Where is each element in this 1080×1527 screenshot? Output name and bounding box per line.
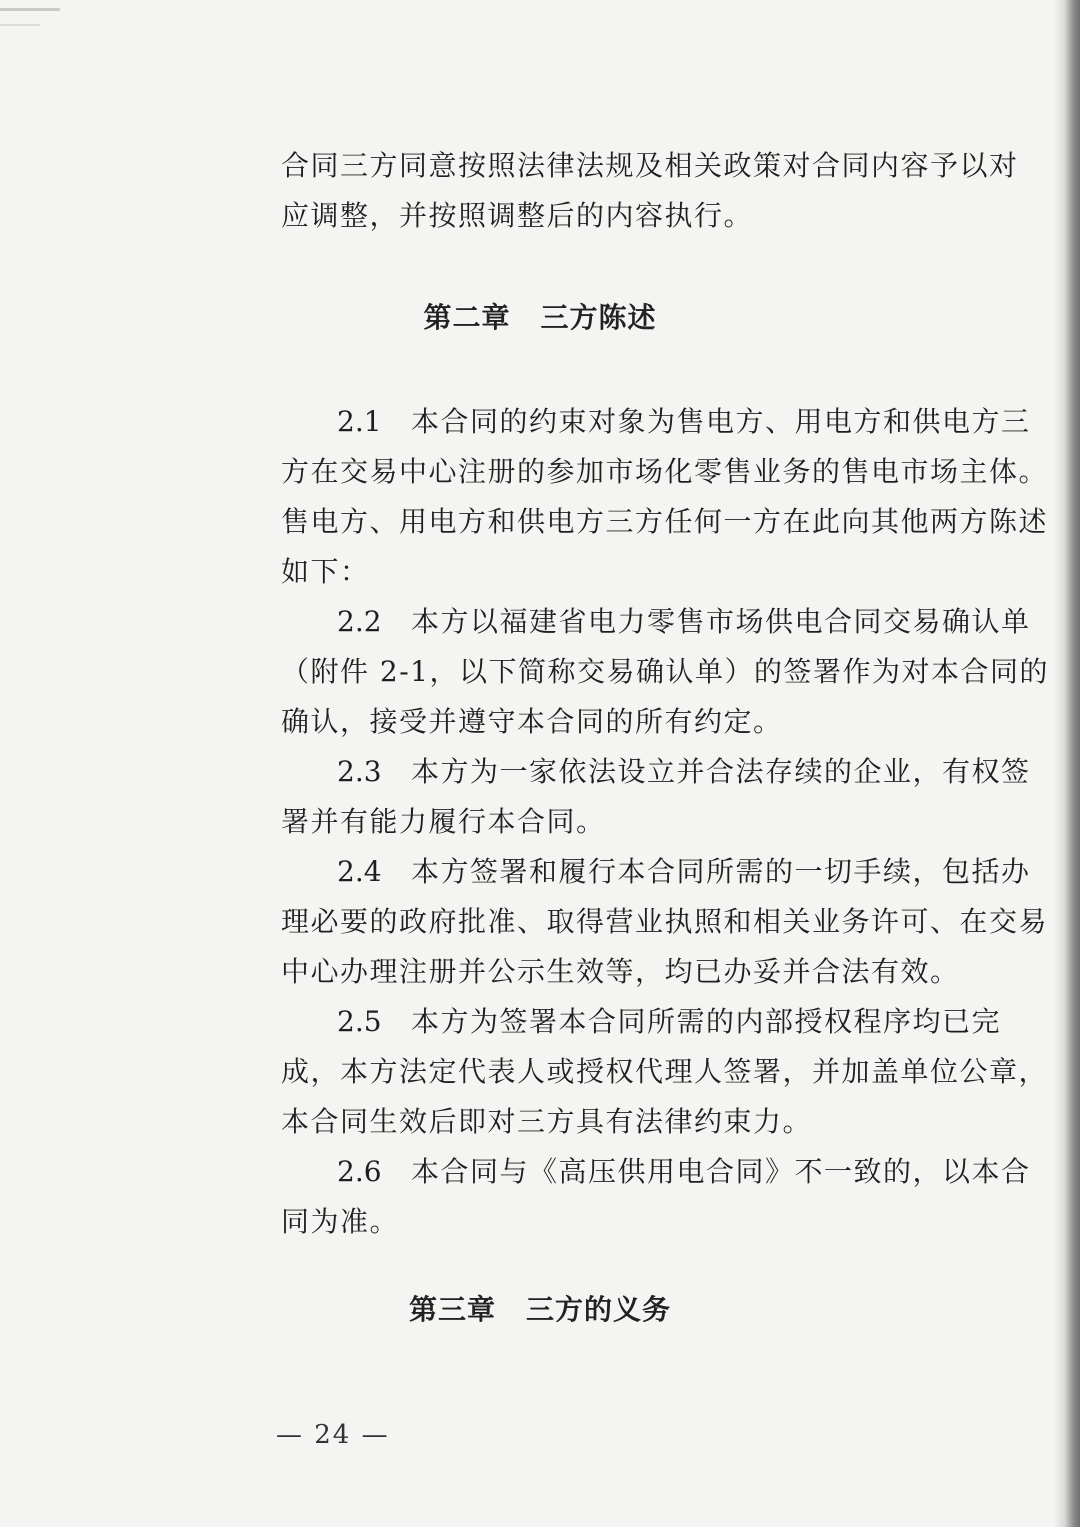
clause-number: 2.4 [337,855,382,888]
clause-number: 2.2 [337,605,382,638]
clause-text: 本方为一家依法设立并合法存续的企业，有权签 [411,755,1031,788]
intro-paragraph [281,141,1033,241]
text-line: 本合同生效后即对三方具有法律约束力。 [281,1105,813,1138]
text-line: 中心办理注册并公示生效等，均已办妥并合法有效。 [281,955,960,988]
clause-text: 本合同的约束对象为售电方、用电方和供电方三 [411,405,1031,438]
clause-2-6 [281,1147,1033,1247]
clause-first-line [281,1147,1033,1197]
text-line: 理必要的政府批准、取得营业执照和相关业务许可、在交易 [281,905,1049,938]
clause-2-5 [281,997,1049,1147]
clause-text: 本方为签署本合同所需的内部授权程序均已完 [411,1005,1002,1038]
clause-number: 2.5 [337,1005,382,1038]
clause-text: 本合同与《高压供用电合同》不一致的，以本合 [411,1155,1031,1188]
clause-2-3 [281,747,1033,847]
text-line: 同为准。 [281,1205,400,1238]
clause-first-line [281,597,1033,647]
clause-2-1 [281,397,1049,597]
text-line: 署并有能力履行本合同。 [281,805,606,838]
page-number: — 24 — [276,1420,390,1450]
chapter-number: 第二章 [423,301,511,334]
chapter-number: 第三章 [408,1293,496,1326]
text-line: 成，本方法定代表人或授权代理人签署，并加盖单位公章， [281,1055,1049,1088]
clause-list [281,397,1049,1247]
clause-text: 本方以福建省电力零售市场供电合同交易确认单 [411,605,1031,638]
clause-2-2 [281,597,1049,747]
text-line: 合同三方同意按照法律法规及相关政策对合同内容予以对 [281,149,1019,182]
text-line: 如下： [281,555,370,588]
chapter-title: 三方陈述 [540,301,657,334]
clause-number: 2.1 [337,405,382,438]
scan-artifact [0,8,60,11]
text-line: 确认，接受并遵守本合同的所有约定。 [281,705,783,738]
clause-first-line [281,747,1033,797]
text-line: （附件 2-1，以下简称交易确认单）的签署作为对本合同的 [281,655,1049,688]
clause-text: 本方签署和履行本合同所需的一切手续，包括办 [411,855,1031,888]
clause-number: 2.6 [337,1155,382,1188]
clause-first-line [281,847,1033,897]
clause-first-line [281,997,1033,1047]
chapter-heading-2 [0,296,1080,336]
clause-2-4 [281,847,1049,997]
scan-artifact [0,24,40,26]
text-line: 方在交易中心注册的参加市场化零售业务的售电市场主体。 [281,455,1049,488]
text-line: 应调整，并按照调整后的内容执行。 [281,199,754,232]
text-line: 售电方、用电方和供电方三方任何一方在此向其他两方陈述 [281,505,1049,538]
chapter-heading-3 [0,1288,1080,1328]
clause-first-line [281,397,1033,447]
chapter-title: 三方的义务 [526,1293,672,1326]
clause-number: 2.3 [337,755,382,788]
